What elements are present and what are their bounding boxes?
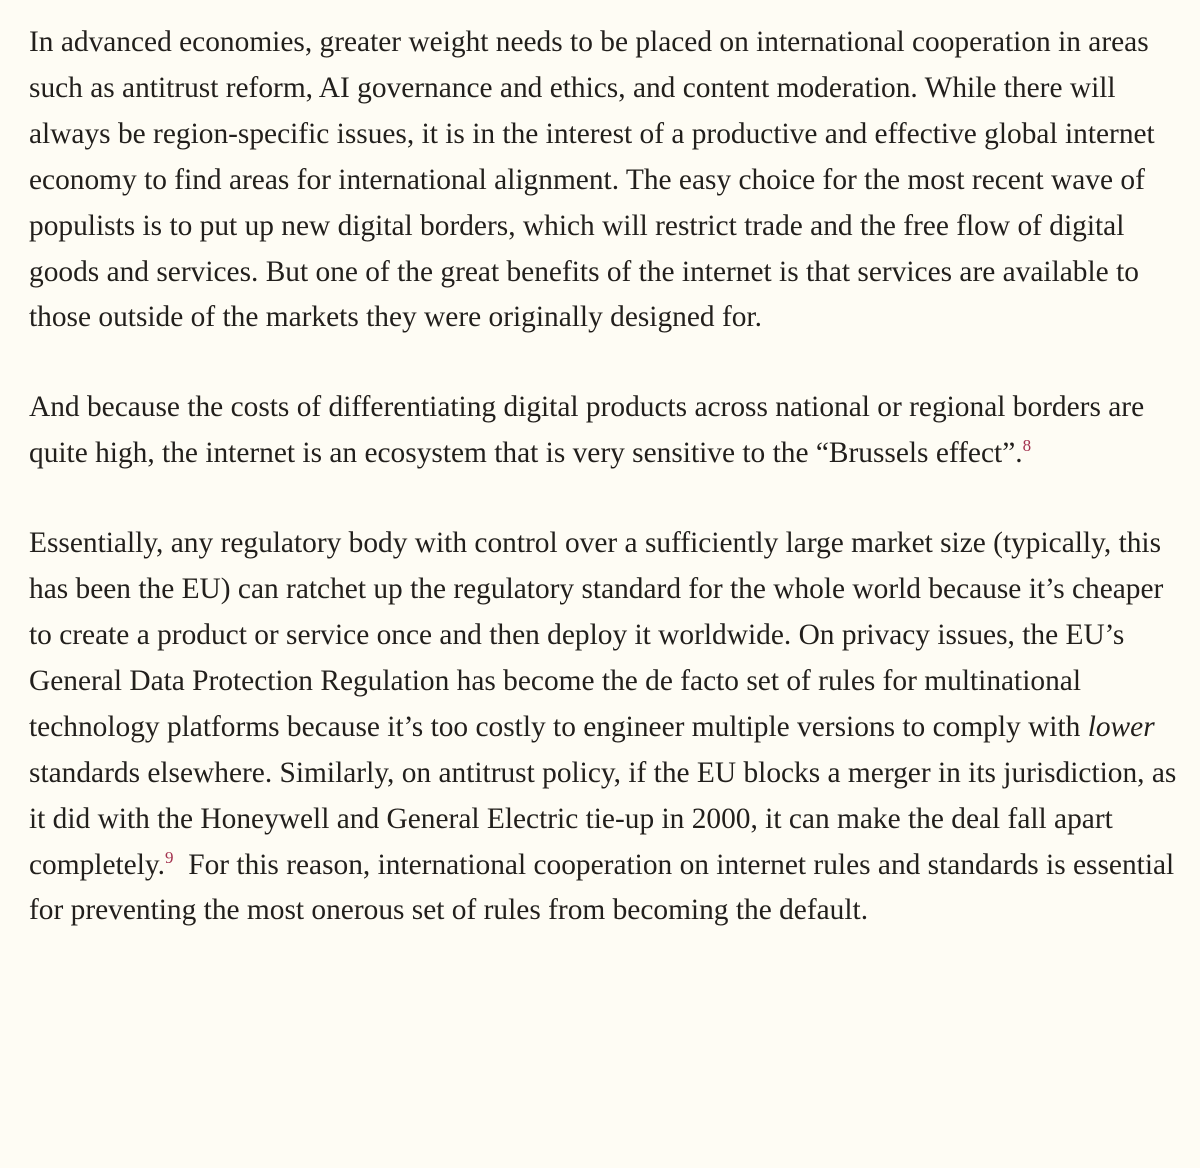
- paragraph-text: And because the costs of differentiating digital products across national or regional borders are quite high, the internet is an ecosystem that is very sensitive to the “Brussels effect”.: [29, 391, 1145, 470]
- paragraph-international-cooperation: [29, 20, 1179, 341]
- footnote-link-8[interactable]: 8: [1022, 436, 1032, 456]
- emphasized-word: lower: [1087, 710, 1155, 743]
- paragraph-text: Essentially, any regulatory body with control over a sufficiently large market size (typically, this has been the EU) can ratchet up the regulatory standard for the whole world because it’s cheaper to create a product or service once and then deploy it worldwide. On privacy issues, the EU’s General Data Protection Regulation has become the de facto set of rules for multinational technology platforms because it’s too costly to engineer multiple versions to comply with: [29, 527, 1164, 743]
- paragraph-brussels-effect: [29, 385, 1179, 477]
- paragraph-text: For this reason, international cooperation on internet rules and standards is essential for preventing the most onerous set of rules from becoming the default.: [29, 848, 1182, 927]
- paragraph-regulatory-standard: [29, 521, 1182, 934]
- article-body: [29, 20, 1182, 934]
- paragraph-text: standards elsewhere. Similarly, on antitrust policy, if the EU blocks a merger in its jurisdiction, as it did with the Honeywell and General Electric tie-up in 2000, it can make the deal fall apart completely.: [29, 756, 1177, 881]
- paragraph-text: In advanced economies, greater weight needs to be placed on international cooperation in areas such as antitrust reform, AI governance and ethics, and content moderation. While there will always be region-specific issues, it is in the interest of a productive and effective global internet economy to find areas for international alignment. The easy choice for the most recent wave of populists is to put up new digital borders, which will restrict trade and the free flow of digital goods and services. But one of the great benefits of the internet is that services are available to those outside of the markets they were originally designed for.: [29, 26, 1155, 334]
- footnote-link-9[interactable]: 9: [165, 847, 174, 867]
